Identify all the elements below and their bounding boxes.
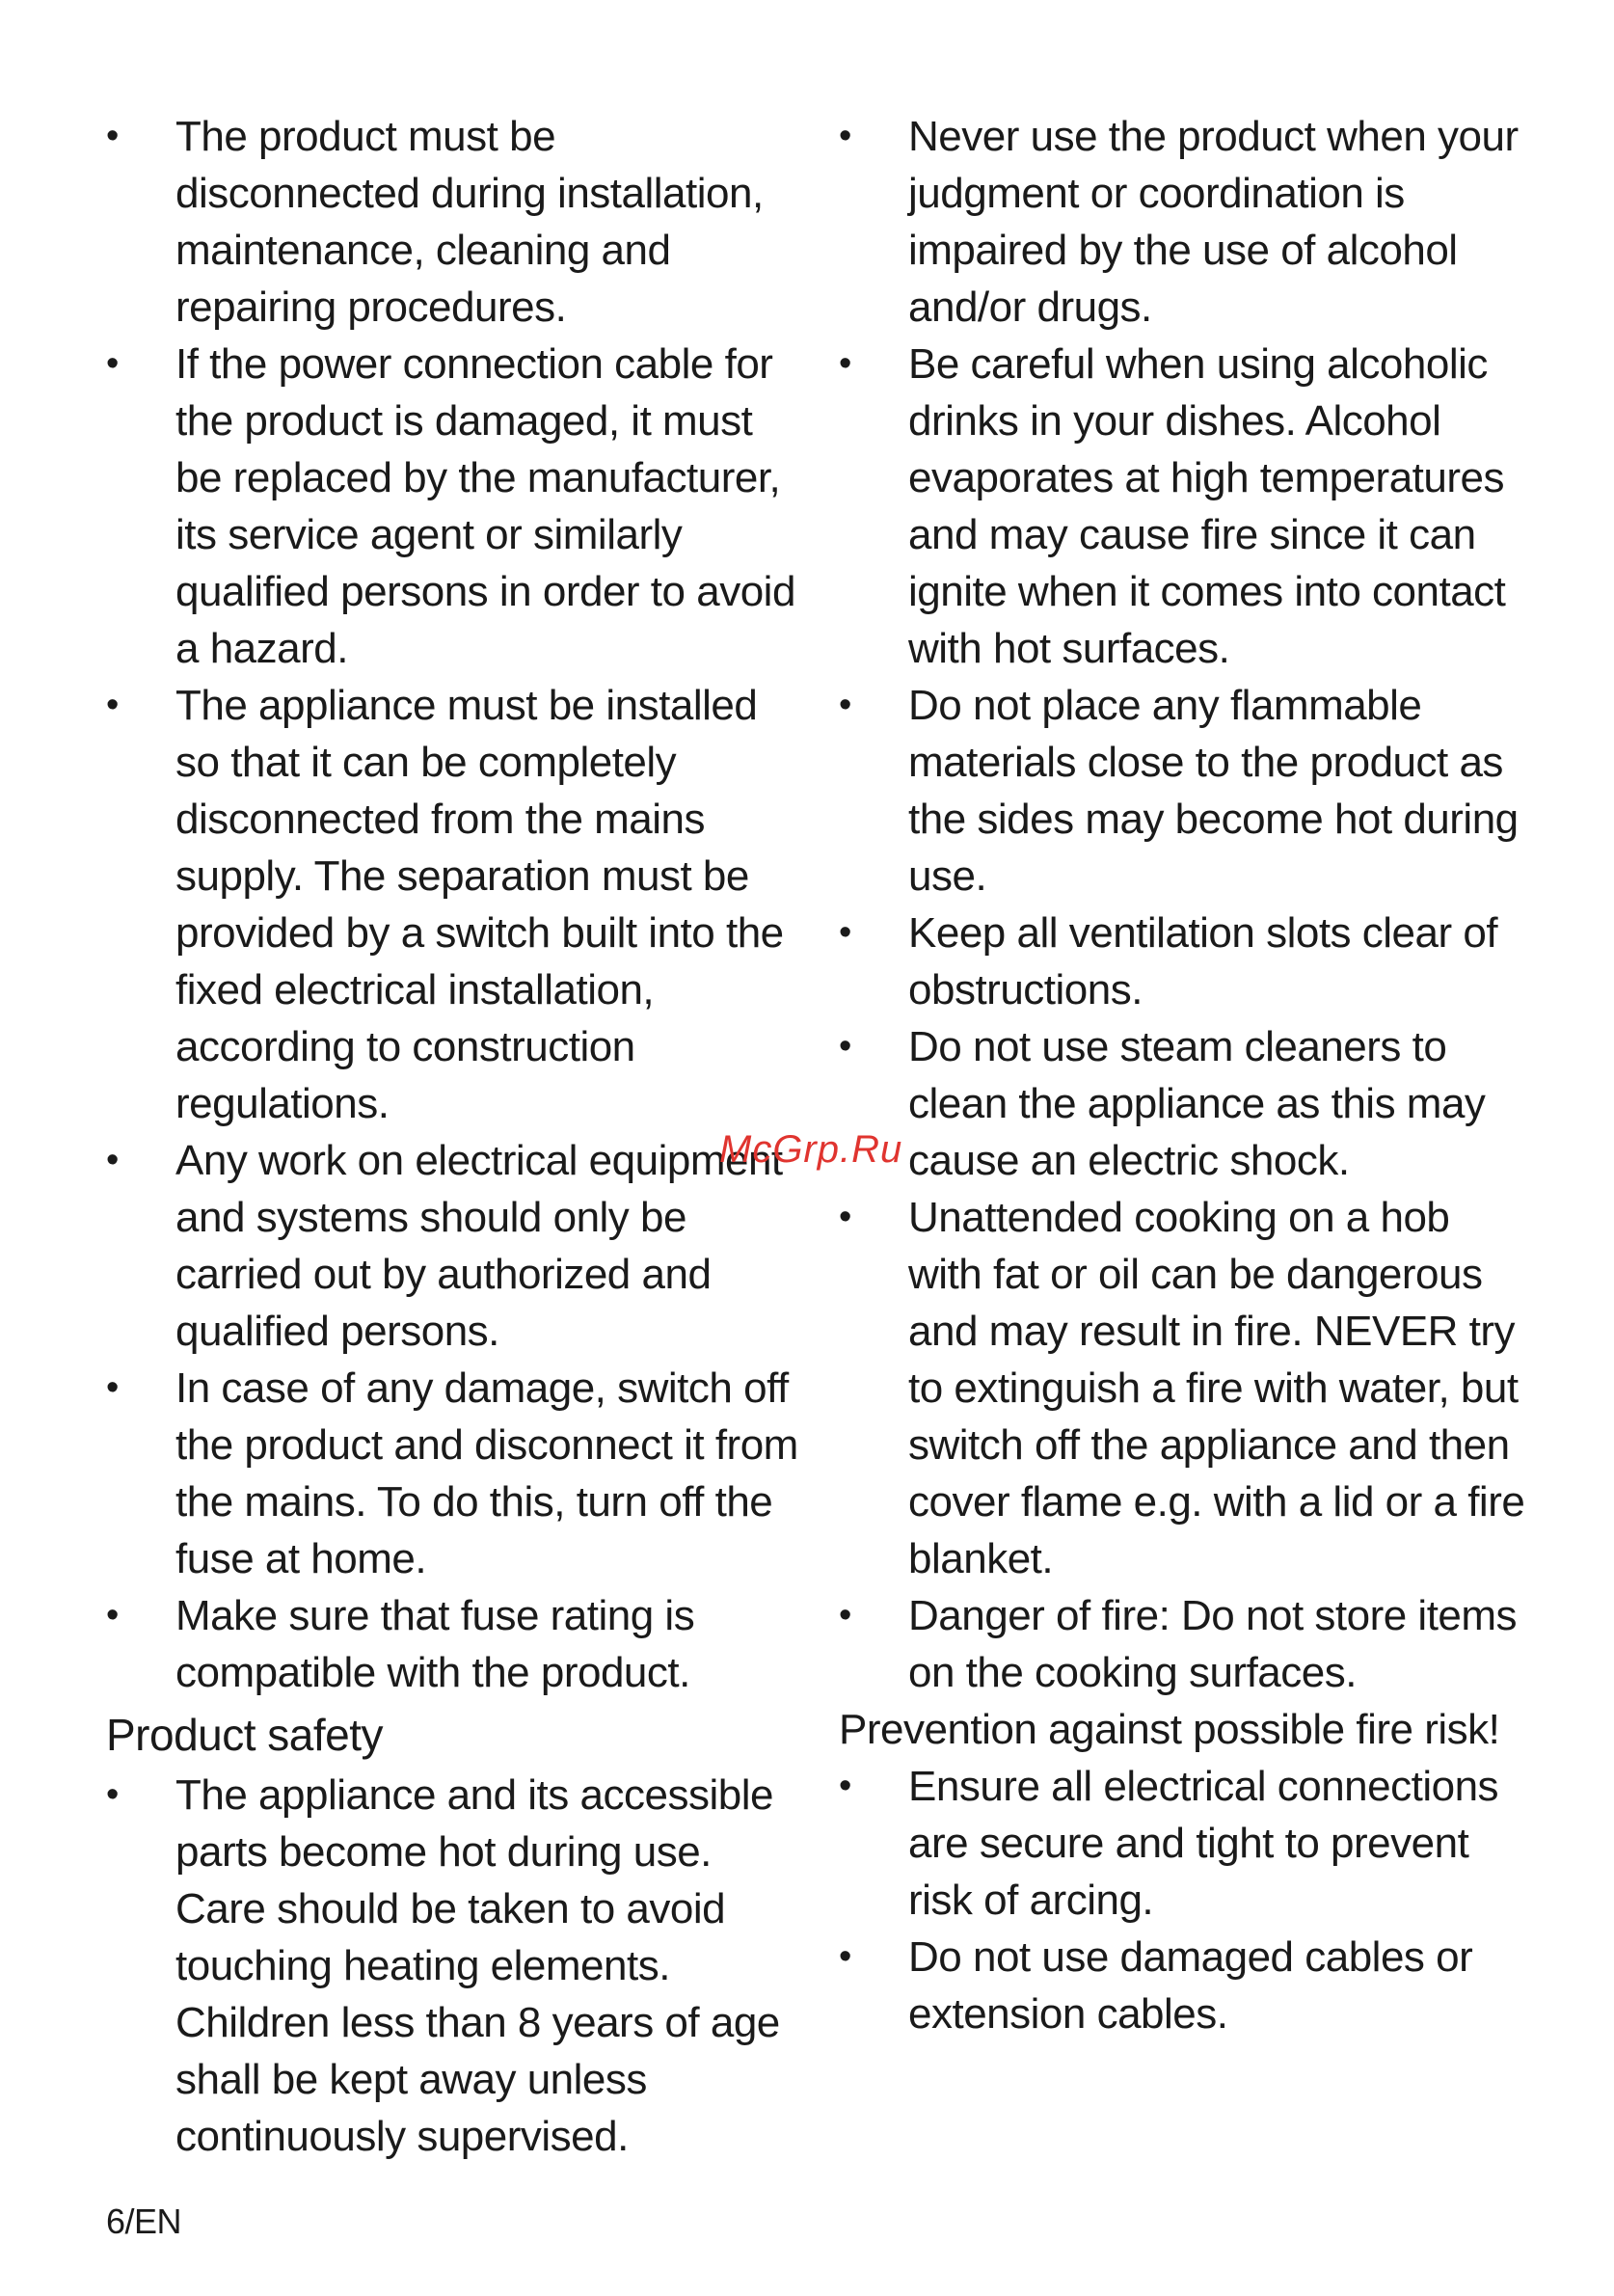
bullet-icon: • (839, 116, 851, 156)
bullet-icon: • (839, 912, 851, 953)
list-item-text: The appliance and its accessible parts become hot during use. Care should be taken to avoid touching heating elements. Children less than 8 years of age shall be kept away unless continuously supervised. (175, 1771, 780, 2160)
left-bullet-list-2 (106, 1767, 800, 2165)
bullet-icon: • (839, 1026, 851, 1067)
bullet-icon: • (839, 685, 851, 725)
right-bullet-list-2 (839, 1758, 1533, 2042)
bullet-icon: • (106, 1367, 119, 1408)
list-item (839, 1929, 1533, 2042)
list-item (106, 1767, 800, 2165)
list-item-text: Do not use steam cleaners to clean the appliance as this may cause an electric shock. (908, 1023, 1486, 1184)
left-bullet-list-1 (106, 108, 800, 1701)
bullet-icon: • (106, 116, 119, 156)
list-item (106, 677, 800, 1132)
bullet-icon: • (839, 1936, 851, 1977)
list-item-text: The appliance must be installed so that it can be completely disconnected from the mains supply. The separation must be provided by a switch built into the fixed electrical installation, according to construction regulations. (175, 682, 784, 1127)
list-item-text: Never use the product when your judgment or coordination is impaired by the use of alcohol and/or drugs. (908, 113, 1519, 331)
list-item-text: Keep all ventilation slots clear of obstructions. (908, 909, 1498, 1013)
bullet-icon: • (839, 1766, 851, 1806)
bullet-icon: • (106, 685, 119, 725)
list-item-text: In case of any damage, switch off the product and disconnect it from the mains. To do this, turn off the fuse at home. (175, 1364, 798, 1582)
list-item (839, 1018, 1533, 1189)
page-number: 6/EN (106, 2201, 182, 2241)
list-item (106, 108, 800, 336)
bullet-icon: • (839, 343, 851, 384)
bullet-icon: • (839, 1197, 851, 1237)
bullet-icon: • (839, 1595, 851, 1635)
list-item (839, 1189, 1533, 1587)
list-item (106, 1587, 800, 1701)
list-item (839, 905, 1533, 1018)
section-heading-product-safety: Product safety (106, 1710, 384, 1760)
list-item-text: Do not use damaged cables or extension cables. (908, 1933, 1473, 2038)
list-item-text: Ensure all electrical connections are secure and tight to prevent risk of arcing. (908, 1763, 1499, 1924)
list-item (839, 108, 1533, 336)
list-item (839, 677, 1533, 905)
list-item-text: Danger of fire: Do not store items on the cooking surfaces. (908, 1592, 1518, 1696)
list-item-text: If the power connection cable for the product is damaged, it must be replaced by the manufacturer, its service agent or similarly qualified persons in order to avoid a hazard. (175, 340, 795, 672)
watermark: McGrp.Ru (719, 1128, 903, 1171)
bullet-icon: • (106, 1595, 119, 1635)
left-column (106, 108, 800, 2165)
bullet-icon: • (106, 343, 119, 384)
list-item (106, 336, 800, 677)
bullet-icon: • (106, 1140, 119, 1180)
right-column (839, 108, 1533, 2042)
list-item (106, 1360, 800, 1587)
right-bullet-list-1 (839, 108, 1533, 1701)
list-item-text: Unattended cooking on a hob with fat or oil can be dangerous and may result in fire. NEVER try to extinguish a fire with water, but switch off the appliance and then cover flame e.g. with a lid or a fire blanket. (908, 1194, 1525, 1582)
list-item-text: Make sure that fuse rating is compatible with the product. (175, 1592, 695, 1696)
list-item-text: The product must be disconnected during installation, maintenance, cleaning and repairing procedures. (175, 113, 764, 331)
list-item (839, 336, 1533, 677)
list-item-text: Any work on electrical equipment and systems should only be carried out by authorized and qualified persons. (175, 1137, 783, 1355)
list-item (106, 1132, 800, 1360)
list-item (839, 1587, 1533, 1701)
list-item-text: Be careful when using alcoholic drinks in your dishes. Alcohol evaporates at high temperatures and may cause fire since it can ignite when it comes into contact with hot surfaces. (908, 340, 1506, 672)
bullet-icon: • (106, 1774, 119, 1815)
list-item-text: Do not place any flammable materials close to the product as the sides may become hot during use. (908, 682, 1519, 900)
fire-risk-subheading: Prevention against possible fire risk! (839, 1706, 1500, 1753)
list-item (839, 1758, 1533, 1929)
